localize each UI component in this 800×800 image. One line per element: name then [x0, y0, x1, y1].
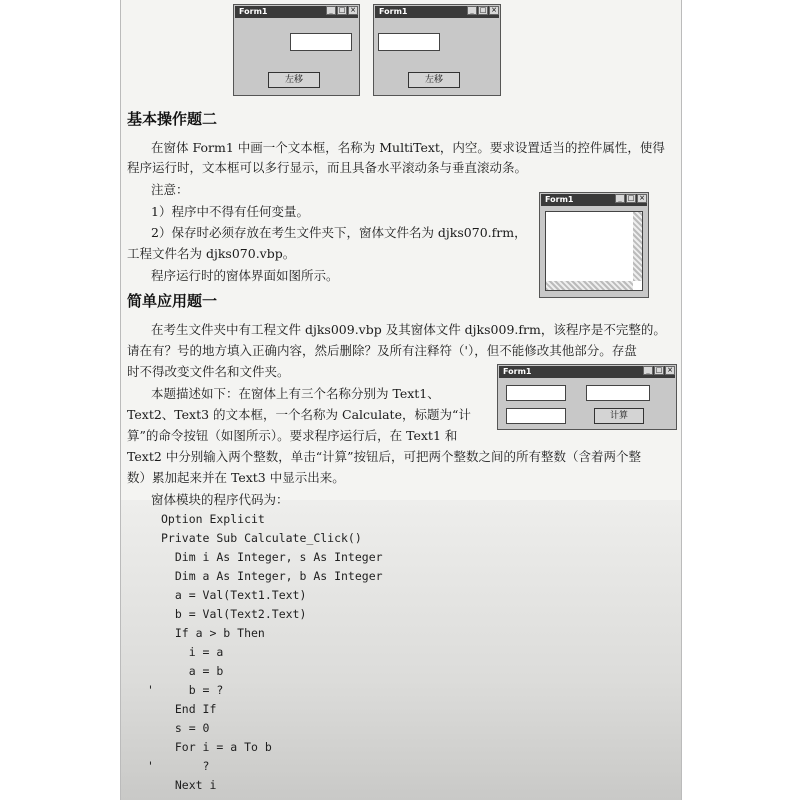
shift-left-button[interactable]: 左移	[408, 72, 460, 88]
code-line: If a > b Then	[161, 626, 265, 640]
code-line: End If	[161, 702, 217, 716]
code-line: b = ?	[161, 683, 224, 697]
vertical-scrollbar[interactable]	[633, 212, 642, 281]
shift-left-button[interactable]: 左移	[268, 72, 320, 88]
form1-window-left	[233, 4, 360, 96]
maximize-icon[interactable]: □	[627, 194, 635, 202]
close-icon[interactable]: ×	[348, 6, 358, 15]
paragraph-line: 窗体模块的程序代码为：	[151, 492, 289, 507]
code-line: a = b	[161, 664, 224, 678]
text-box[interactable]	[290, 33, 352, 51]
paragraph-line: 2）保存时必须存放在考生文件夹下，窗体文件名为 djks070.frm，	[151, 225, 527, 240]
section-heading-simple: 简单应用题一	[127, 292, 218, 310]
code-line: s = 0	[161, 721, 210, 735]
text2-box[interactable]	[586, 385, 650, 401]
paragraph-line: 算”的命令按钮（如图所示）。要求程序运行后，在 Text1 和	[127, 428, 458, 443]
comment-mark: '	[147, 683, 154, 697]
comment-mark: '	[147, 759, 154, 773]
code-line: Option Explicit	[161, 512, 265, 526]
form1-window-right	[373, 4, 501, 96]
document-page	[120, 0, 682, 800]
paragraph-line: 时不得改变文件名和文件夹。	[127, 364, 290, 379]
form1-window-multitext	[539, 192, 649, 298]
minimize-icon[interactable]: _	[643, 366, 653, 375]
text1-box[interactable]	[506, 385, 566, 401]
close-icon[interactable]: ×	[489, 6, 499, 15]
minimize-icon[interactable]: _	[326, 6, 336, 15]
code-line: Next i	[161, 778, 217, 792]
window-title: Form1	[503, 367, 532, 376]
calculate-button[interactable]: 计算	[594, 408, 644, 424]
paragraph-line: 程序运行时的窗体界面如图所示。	[151, 268, 339, 283]
close-icon[interactable]: ×	[665, 366, 675, 375]
maximize-icon[interactable]: □	[338, 6, 346, 14]
window-title: Form1	[239, 7, 268, 16]
paragraph-line: 注意：	[151, 182, 189, 197]
text3-box[interactable]	[506, 408, 566, 424]
close-icon[interactable]: ×	[637, 194, 647, 203]
code-line: b = Val(Text2.Text)	[161, 607, 307, 621]
paragraph-line: 请在有？号的地方填入正确内容，然后删除？及所有注释符（'），但不能修改其他部分。存盘	[127, 343, 637, 358]
horizontal-scrollbar[interactable]	[546, 281, 633, 290]
section-heading-basic: 基本操作题二	[127, 110, 218, 128]
minimize-icon[interactable]: _	[467, 6, 477, 15]
form1-window-calculate	[497, 364, 677, 430]
paragraph-line: 数）累加起来并在 Text3 中显示出来。	[127, 470, 345, 485]
paragraph-line: 在窗体 Form1 中画一个文本框，名称为 MultiText，内空。要求设置适当的控件属性，使得	[151, 140, 665, 155]
paragraph-line: 工程文件名为 djks070.vbp。	[127, 246, 296, 261]
code-line: ?	[161, 759, 210, 773]
code-line: For i = a To b	[161, 740, 272, 754]
window-title: Form1	[379, 7, 408, 16]
maximize-icon[interactable]: □	[479, 6, 487, 14]
multitext-box[interactable]	[545, 211, 643, 291]
maximize-icon[interactable]: □	[655, 366, 663, 374]
code-line: a = Val(Text1.Text)	[161, 588, 307, 602]
paragraph-line: 1）程序中不得有任何变量。	[151, 204, 309, 219]
paragraph-line: 在考生文件夹中有工程文件 djks009.vbp 及其窗体文件 djks009.frm，该程序是不完整的。	[151, 322, 666, 337]
window-title: Form1	[545, 195, 574, 204]
paragraph-line: 本题描述如下：在窗体上有三个名称分别为 Text1、	[151, 386, 440, 401]
minimize-icon[interactable]: _	[615, 194, 625, 203]
paragraph-line: Text2 中分别输入两个整数，单击“计算”按钮后，可把两个整数之间的所有整数（含着两个整	[127, 449, 642, 464]
paragraph-line: Text2、Text3 的文本框，一个名称为 Calculate，标题为“计	[127, 407, 471, 422]
text-box[interactable]	[378, 33, 440, 51]
code-line: Dim a As Integer, b As Integer	[161, 569, 383, 583]
code-line: Dim i As Integer, s As Integer	[161, 550, 383, 564]
code-line: Private Sub Calculate_Click()	[161, 531, 362, 545]
paragraph-line: 程序运行时，文本框可以多行显示，而且具备水平滚动条与垂直滚动条。	[127, 160, 528, 175]
code-line: i = a	[161, 645, 224, 659]
